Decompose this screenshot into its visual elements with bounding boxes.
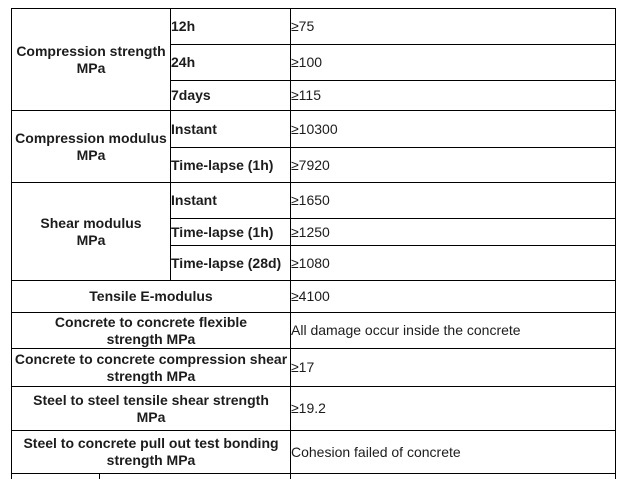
condition-cell: 12h: [171, 9, 291, 45]
value-cell: ≥17: [291, 349, 616, 387]
condition-cell: Instant: [171, 111, 291, 148]
group-label-line2: MPa: [76, 59, 106, 76]
value-cell: ≥100: [291, 45, 616, 81]
condition-cell: Time-lapse (1h): [171, 148, 291, 183]
span-label-steel-tensile-shear: [12, 387, 291, 431]
group-label-line1: Shear modulus: [40, 214, 142, 231]
value-cell: ≥75: [291, 9, 616, 45]
span-label-line2: strength MPa: [106, 367, 196, 384]
empty-cell: [291, 474, 616, 479]
span-label-line1: Steel to steel tensile shear strength: [33, 391, 269, 408]
condition-cell: 24h: [171, 45, 291, 81]
row-group-label-compression-strength: [12, 9, 171, 111]
value-cell: ≥1250: [291, 219, 616, 246]
table-row: [12, 313, 616, 349]
value-cell: All damage occur inside the concrete: [291, 313, 616, 349]
span-label-tensile-e-modulus: [12, 281, 291, 313]
value-cell: ≥4100: [291, 281, 616, 313]
span-label-line1: Tensile E-modulus: [89, 288, 213, 304]
span-label-concrete-flexible: [12, 313, 291, 349]
condition-cell: 7days: [171, 81, 291, 111]
value-cell: ≥1650: [291, 183, 616, 219]
table-row: [12, 183, 616, 219]
table-row: [12, 281, 616, 313]
condition-cell: Instant: [171, 183, 291, 219]
table-row: [12, 474, 616, 479]
empty-cell: [12, 474, 100, 479]
row-group-label-compression-modulus: [12, 111, 171, 183]
span-label-line1: Steel to concrete pull out test bonding: [23, 435, 279, 451]
table-row: [12, 431, 616, 474]
condition-cell: Time-lapse (28d): [171, 246, 291, 281]
span-label-line1: Concrete to concrete flexible: [54, 313, 248, 330]
span-label-concrete-compression-shear: [12, 349, 291, 387]
partial-next-row: [11, 473, 616, 479]
empty-cell: [100, 474, 291, 479]
span-label-steel-concrete-pullout: [12, 431, 291, 474]
table-row: [12, 387, 616, 431]
group-label-line2: MPa: [76, 146, 106, 163]
span-label-line2: strength MPa: [106, 452, 196, 468]
table-row: [12, 9, 616, 45]
group-label-line1: Compression modulus: [15, 129, 167, 146]
table-row: [12, 349, 616, 387]
properties-table: [11, 8, 616, 479]
value-cell: ≥19.2: [291, 387, 616, 431]
row-group-label-shear-modulus: [12, 183, 171, 281]
span-label-line2: MPa: [136, 408, 166, 425]
span-label-line2: strength MPa: [106, 330, 196, 347]
value-cell: ≥115: [291, 81, 616, 111]
group-label-line1: Compression strength: [16, 42, 166, 59]
span-label-line1: Concrete to concrete compression shear: [14, 350, 288, 367]
value-cell: ≥7920: [291, 148, 616, 183]
value-cell: ≥10300: [291, 111, 616, 148]
value-cell: Cohesion failed of concrete: [291, 431, 616, 474]
table-row: [12, 111, 616, 148]
condition-cell: Time-lapse (1h): [171, 219, 291, 246]
group-label-line2: MPa: [76, 231, 106, 248]
value-cell: ≥1080: [291, 246, 616, 281]
